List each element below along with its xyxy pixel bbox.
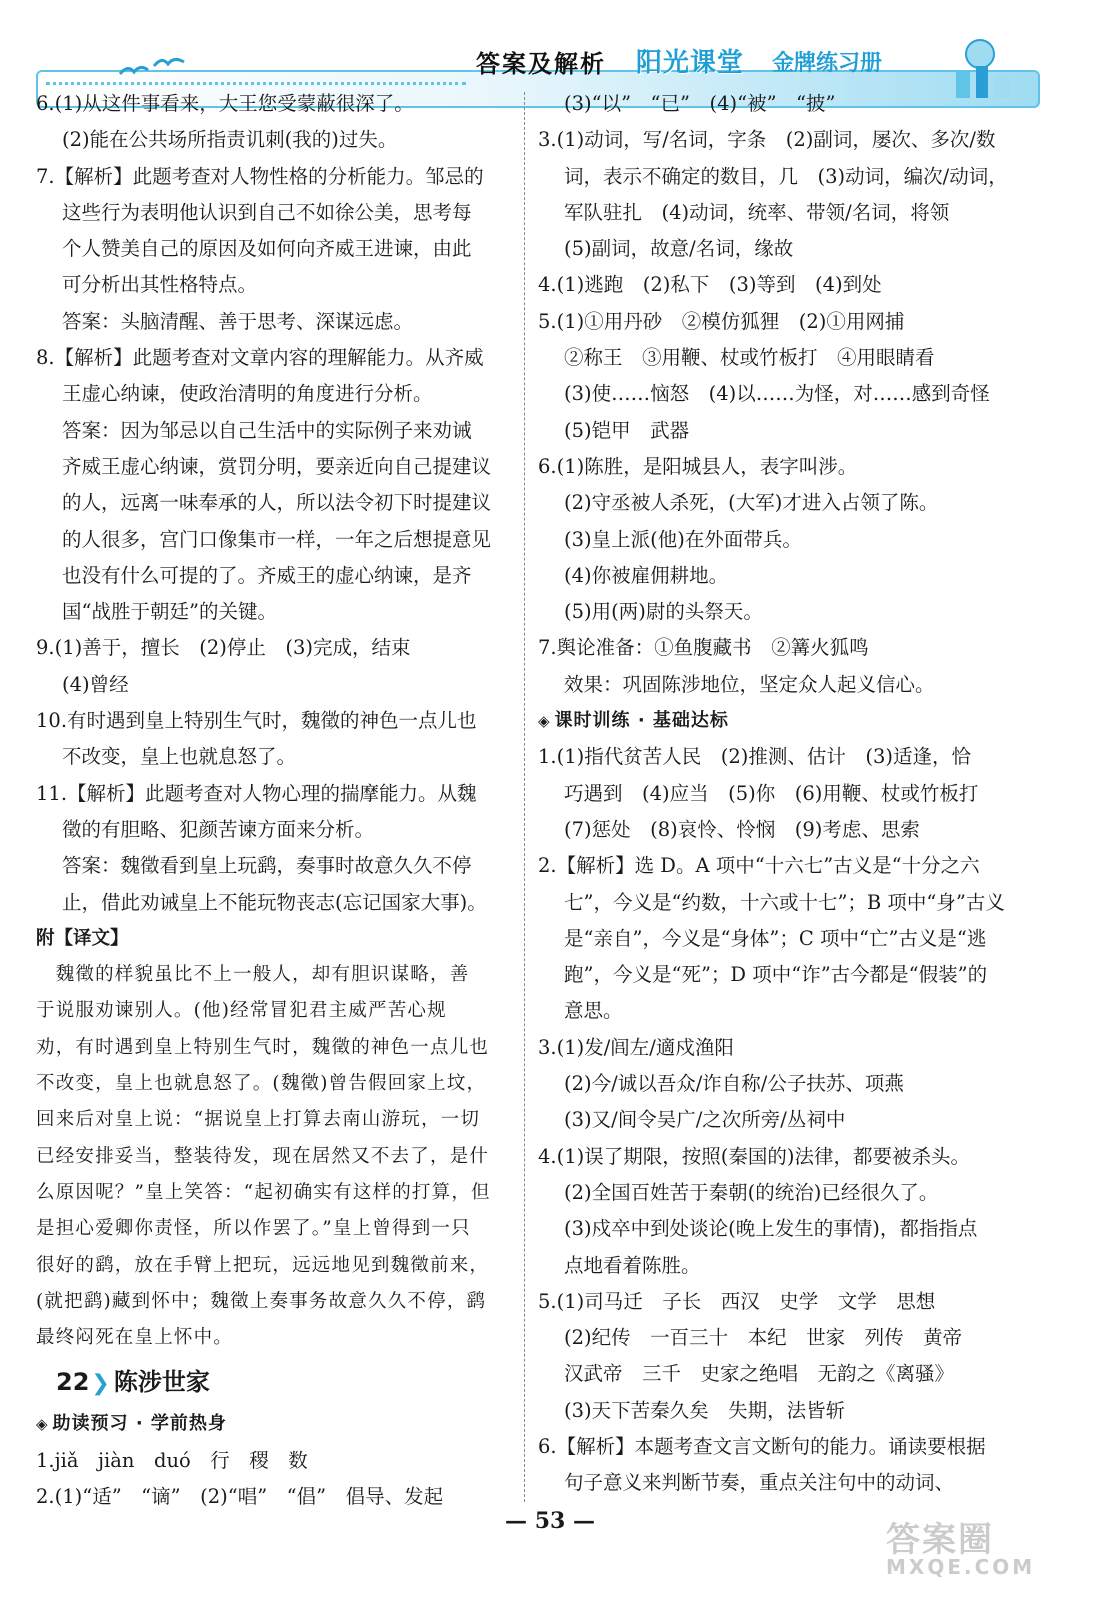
text-line: 3.(1)发/闾左/適戍渔阳 [538, 1035, 734, 1059]
lesson-heading [36, 1360, 514, 1406]
diamond-icon: ◈ [36, 1415, 49, 1434]
text-line: (2)纪传 一百三十 本纪 世家 列传 黄帝 [564, 1326, 963, 1350]
header-title: 答案及解析 [476, 50, 606, 78]
text-line: (5)副词，故意/名词，缘故 [564, 237, 794, 261]
text-line: 也没有什么可提的了。齐威王的虚心纳谏，是齐 [62, 563, 472, 587]
text-line: 5.(1)①用丹砂 ②模仿狐狸 (2)①用网捕 [538, 309, 905, 333]
text-line: 词，表示不确定的数目，几 (3)动词，编次/动词， [564, 164, 1008, 188]
text-line: (3)皇上派(他)在外面带兵。 [564, 527, 802, 551]
text-line: 的人很多，宫门口像集市一样，一年之后想提意见 [62, 527, 492, 551]
column-divider [524, 92, 525, 1502]
text-line: 国“战胜于朝廷”的关键。 [62, 600, 277, 624]
text-line: 7.舆论准备：①鱼腹藏书 ②篝火狐鸣 [538, 636, 869, 660]
text-line: 2.【解析】选 D。A 项中“十六七”古义是“十分之六 [538, 854, 980, 878]
right-column [538, 86, 1008, 1502]
text-line: 的人，远离一味奉承的人，所以法令初下时提建议 [62, 491, 492, 515]
text-line: (就把鹞)藏到怀中；魏徵上奏事务故意久久不停，鹞 [36, 1290, 487, 1312]
text-line: 劝，有时遇到皇上特别生气时，魏徵的神色一点儿也 [36, 1036, 490, 1058]
text-line: 回来后对皇上说：“据说皇上打算去南山游玩，一切 [36, 1109, 481, 1131]
lesson-number: 22 [56, 1368, 90, 1397]
section-heading-training: ◈ 课时训练 · 基础达标 [538, 703, 1008, 739]
text-line: (2)守丞被人杀死，(大军)才进入占领了陈。 [564, 491, 939, 515]
text-line: 6.(1)陈胜，是阳城县人，表字叫涉。 [538, 454, 858, 478]
text-line: (3)使……恼怒 (4)以……为怪，对……感到奇怪 [564, 382, 990, 406]
text-line: (5)用(两)尉的头祭天。 [564, 600, 763, 624]
text-line: 么原因呢？”皇上笑答：“起初确实有这样的打算，但 [36, 1181, 491, 1203]
text-line: 是担心爱卿你责怪，所以作罢了。”皇上曾得到一只 [36, 1218, 471, 1240]
text-line: 8.【解析】此题考查对文章内容的理解能力。从齐威 [36, 346, 484, 370]
text-line: 于说服劝谏别人。(他)经常冒犯君主威严苦心规 [36, 1000, 447, 1022]
text-line: 很好的鹞，放在手臂上把玩，远远地见到魏徵前来， [36, 1254, 490, 1276]
section-heading-preview: ◈ 助读预习 · 学前热身 [36, 1406, 514, 1442]
left-column [36, 86, 514, 1515]
text-line: (3)天下苦秦久矣 失期，法皆斩 [564, 1398, 846, 1422]
text-line: 句子意义来判断节奏，重点关注句中的动词、 [564, 1471, 955, 1495]
text-line: (3)戍卒中到处谈论(晚上发生的事情)，都指指点 [564, 1217, 978, 1241]
text-line: 意思。 [564, 999, 623, 1023]
text-line: 跑”，今义是“死”；D 项中“诈”古今都是“假装”的 [564, 963, 988, 987]
text-line: 效果：巩固陈涉地位，坚定众人起义信心。 [564, 672, 935, 696]
text-line: 2.(1)“适” “谪” (2)“唱” “倡” 倡导、发起 [36, 1484, 444, 1508]
text-line: 6.(1)从这件事看来，大王您受蒙蔽很深了。 [36, 92, 414, 115]
lesson-title: 陈涉世家 [113, 1368, 210, 1397]
text-line: 不改变，皇上也就息怒了。(魏徵)曾告假回家上坟， [36, 1073, 487, 1095]
text-line: 最终闷死在皇上怀中。 [36, 1327, 234, 1349]
header-brand: 阳光课堂 [636, 48, 745, 78]
text-line: (2)能在公共场所指责讥刺(我的)过失。 [62, 128, 398, 152]
text-line: 汉武帝 三千 史家之绝唱 无韵之《离骚》 [564, 1362, 955, 1386]
watermark-line2: MXQE.COM [886, 1555, 1036, 1579]
text-line: 6.【解析】本题考查文言文断句的能力。诵读要根据 [538, 1434, 986, 1458]
text-line: 军队驻扎 (4)动词，统率、带领/名词，将领 [564, 200, 950, 224]
text-line: (7)惩处 (8)哀怜、怜悯 (9)考虑、思索 [564, 817, 920, 841]
text-line: 巧遇到 (4)应当 (5)你 (6)用鞭、杖或竹板打 [564, 781, 979, 805]
text-line: 已经安排妥当，整装待发，现在居然又不去了，是什 [36, 1145, 490, 1167]
text-line: 不改变，皇上也就息怒了。 [62, 745, 297, 769]
text-line: (3)又/间令吴广/之次所旁/丛祠中 [564, 1108, 846, 1132]
text-line: 答案：因为邹忌以自己生活中的实际例子来劝诫 [62, 418, 472, 442]
text-line: (5)铠甲 武器 [564, 418, 690, 442]
text-line: 11.【解析】此题考查对人物心理的揣摩能力。从魏 [36, 781, 477, 805]
diamond-icon: ◈ [538, 712, 551, 731]
text-line: 答案：魏徵看到皇上玩鹞，奏事时故意久久不停 [62, 854, 472, 878]
text-line: (4)曾经 [62, 672, 129, 696]
page-number: — 53 — [505, 1508, 595, 1534]
text-line: 10.有时遇到皇上特别生气时，魏徵的神色一点儿也 [36, 709, 477, 733]
text-line: 七”，今义是“约数，十六或十七”；B 项中“身”古义 [564, 890, 1005, 914]
text-line: 齐威王虚心纳谏，赏罚分明，要亲近向自己提建议 [62, 454, 492, 478]
text-line: 4.(1)逃跑 (2)私下 (3)等到 (4)到处 [538, 273, 882, 297]
watermark [886, 1512, 1035, 1579]
text-line: 答案：头脑清醒、善于思考、深谋远虑。 [62, 309, 414, 333]
text-line: 1.(1)指代贫苦人民 (2)推测、估计 (3)适逢，恰 [538, 745, 971, 769]
text-line: 可分析出其性格特点。 [62, 273, 258, 297]
text-line: ②称王 ③用鞭、杖或竹板打 ④用眼睛看 [564, 346, 935, 370]
text-line: 附【译文】 [36, 927, 129, 949]
text-line: 点地看着陈胜。 [564, 1253, 701, 1277]
text-line: 1.jiǎ jiàn duó 行 稷 数 [36, 1448, 308, 1472]
chevron-right-icon: ❯ [91, 1371, 110, 1397]
text-line: 3.(1)动词，写/名词，字条 (2)副词，屡次、多次/数 [538, 128, 996, 152]
text-line: 9.(1)善于，擅长 (2)停止 (3)完成，结束 [36, 636, 411, 660]
text-line: 王虚心纳谏，使政治清明的角度进行分析。 [62, 382, 433, 406]
text-line: (4)你被雇佣耕地。 [564, 563, 729, 587]
page-header [36, 26, 1036, 84]
text-line: 是“亲自”，今义是“身体”；C 项中“亡”古义是“逃 [564, 926, 987, 950]
text-line: 4.(1)误了期限，按照(秦国的)法律，都要被杀头。 [538, 1144, 970, 1168]
text-line: (3)“以” “已” (4)“被” “披” [564, 92, 836, 115]
text-line: 魏徵的样貌虽比不上一般人，却有胆识谋略，善 [36, 964, 470, 986]
birds-icon [118, 56, 188, 86]
header-brand-sub: 金牌练习册 [772, 51, 883, 76]
text-line: 这些行为表明他认识到自己不如徐公美，思考每 [62, 200, 472, 224]
text-line: 5.(1)司马迁 子长 西汉 史学 文学 思想 [538, 1289, 936, 1313]
text-line: 徵的有胆略、犯颜苦谏方面来分析。 [62, 817, 375, 841]
text-line: 止，借此劝诫皇上不能玩物丧志(忘记国家大事)。 [62, 890, 487, 914]
text-line: (2)今/诚以吾众/诈自称/公子扶苏、项燕 [564, 1072, 904, 1096]
text-line: (2)全国百姓苦于秦朝(的统治)已经很久了。 [564, 1180, 939, 1204]
text-line: 7.【解析】此题考查对人物性格的分析能力。邹忌的 [36, 164, 484, 188]
watermark-line1: 答案圈 [886, 1520, 994, 1560]
text-line: 个人赞美自己的原因及如何向齐威王进谏，由此 [62, 237, 472, 261]
